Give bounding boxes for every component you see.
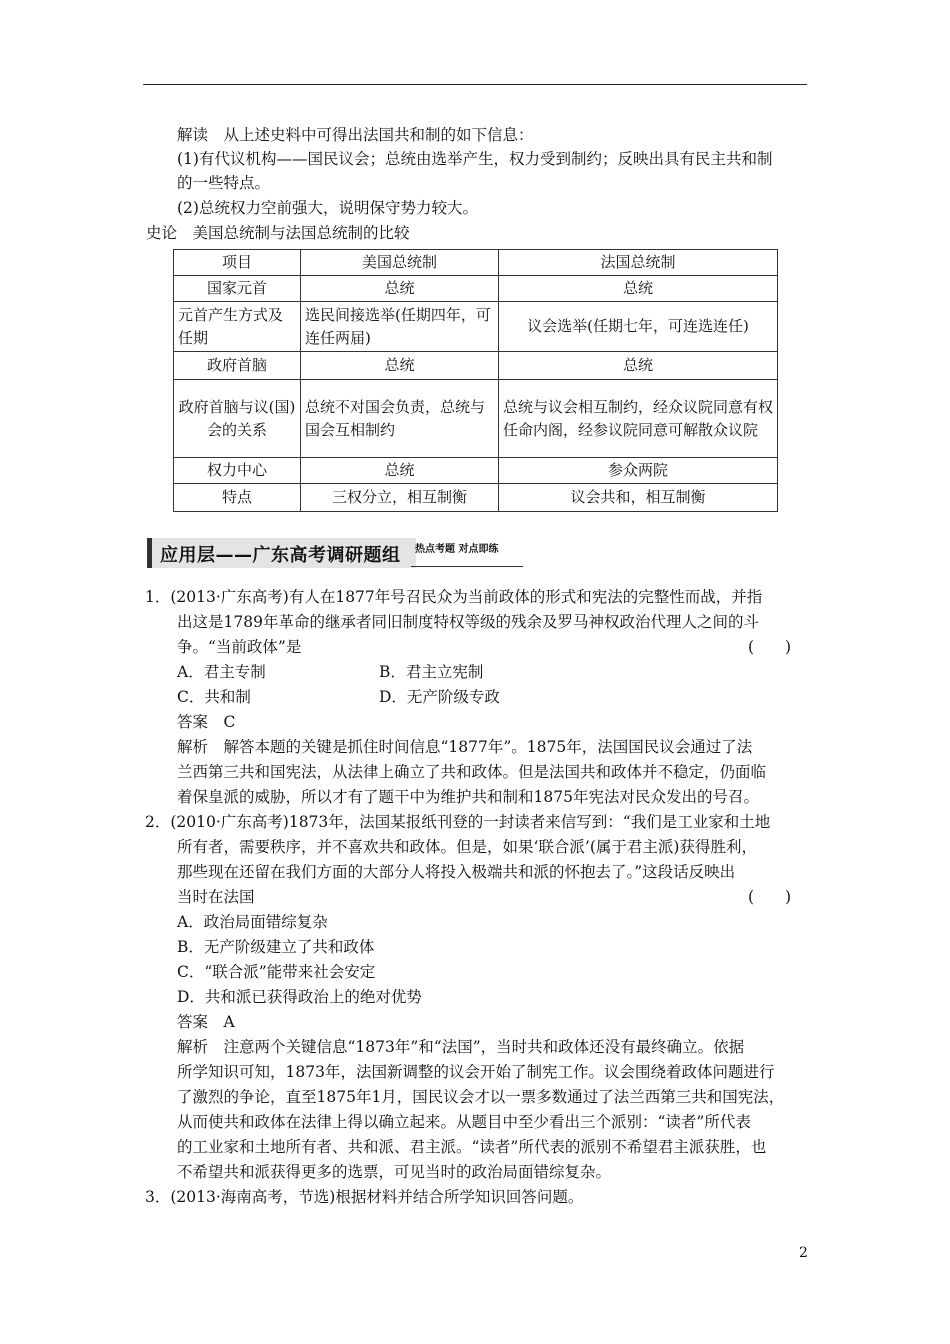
interpretation-point-2: (2)总统权力空前强大，说明保守势力较大。 [177,199,478,217]
answer-blank: ( ) [748,888,792,906]
answer: 答案 A [177,1013,235,1031]
option-a: A．君主专制 [177,663,266,681]
table-cell-us: 总统 [301,352,499,380]
table-header-row [174,250,778,276]
table-cell-fr: 总统与议会相互制约，经众议院同意有权任命内阁，经参议院同意可解散众议院 [499,380,778,458]
table-cell-item: 元首产生方式及任期 [174,302,301,352]
option-b: B．无产阶级建立了共和政体 [177,938,375,956]
question-2-stem-end: 当时在法国 [177,888,255,906]
table-header-cell: 法国总统制 [499,250,778,276]
comparison-table [173,249,778,512]
table-cell-fr: 总统 [499,276,778,302]
table-cell-item: 权力中心 [174,458,301,484]
interpretation-point-1: (1)有代议机构——国民议会；总统由选举产生，权力受到制约；反映出具有民主共和制 [177,150,773,168]
question-1-stem-end: 争。“当前政体”是 [177,638,302,656]
table-row [174,458,778,484]
table-cell-item: 政府首脑 [174,352,301,380]
option-a: A．政治局面错综复杂 [177,913,328,931]
table-cell-us: 总统 [301,458,499,484]
explanation-line: 的工业家和土地所有者、共和派、君主派。“读者”所代表的派别不希望君主派获胜，也 [177,1138,767,1156]
header-rule [143,84,807,85]
interpretation-point-1-cont: 的一些特点。 [177,174,271,192]
section-tag: 热点考题 对点即练 [415,544,499,555]
answer-blank: ( ) [748,638,792,656]
table-header-cell: 美国总统制 [301,250,499,276]
interpretation-lead: 解读 从上述史料中可得出法国共和制的如下信息： [177,126,534,144]
question-2-stem-cont: 所有者，需要秩序，并不喜欢共和政体。但是，如果‘联合派’(属于君主派)获得胜利， [177,838,757,856]
section-underline [411,566,523,567]
table-cell-fr: 参众两院 [499,458,778,484]
option-c: C．“联合派”能带来社会安定 [177,963,376,981]
question-2-stem: 2．(2010·广东高考)1873年，法国某报纸刊登的一封读者来信写到：“我们是工业家和土地 [145,813,771,831]
section-header [147,538,416,568]
section-title: 应用层——广东高考调研题组 [160,545,401,566]
table-cell-fr: 议会选举(任期七年，可连选连任) [499,302,778,352]
table-row [174,302,778,352]
table-cell-item: 政府首脑与议(国)会的关系 [174,380,301,458]
comparison-heading: 史论 美国总统制与法国总统制的比较 [146,224,410,242]
question-1-stem: 1．(2013·广东高考)有人在1877年号召民众为当前政体的形式和宪法的完整性而战，并指 [145,588,763,606]
table-row [174,352,778,380]
option-c: C．共和制 [177,688,251,706]
table-row [174,276,778,302]
explanation-line: 兰西第三共和国宪法，从法律上确立了共和政体。但是法国共和政体并不稳定，仍面临 [177,763,767,781]
explanation-line: 着保皇派的威胁，所以才有了题干中为维护共和制和1875年宪法对民众发出的号召。 [177,788,759,806]
question-2-stem-cont: 那些现在还留在我们方面的大部分人将投入极端共和派的怀抱去了。”这段话反映出 [177,863,736,881]
explanation-line: 了激烈的争论，直至1875年1月，国民议会才以一票多数通过了法兰西第三共和国宪法， [177,1088,785,1106]
table-row [174,380,778,458]
table-row [174,484,778,512]
table-cell-item: 国家元首 [174,276,301,302]
option-d: D．共和派已获得政治上的绝对优势 [177,988,422,1006]
table-header-cell: 项目 [174,250,301,276]
table-cell-us: 选民间接选举(任期四年，可连任两届) [301,302,499,352]
table-cell-us: 三权分立，相互制衡 [301,484,499,512]
option-b: B．君主立宪制 [379,663,484,681]
table-cell-us: 总统不对国会负责，总统与国会互相制约 [301,380,499,458]
option-d: D．无产阶级专政 [379,688,500,706]
explanation-line: 解析 注意两个关键信息“1873年”和“法国”，当时共和政体还没有最终确立。依据 [177,1038,745,1056]
explanation-line: 所学知识可知，1873年，法国新调整的议会开始了制宪工作。议会围绕着政体问题进行 [177,1063,775,1081]
table-cell-item: 特点 [174,484,301,512]
table-cell-fr: 议会共和，相互制衡 [499,484,778,512]
question-3-stem: 3．(2013·海南高考，节选)根据材料并结合所学知识回答问题。 [145,1188,584,1206]
explanation-line: 从而使共和政体在法律上得以确立起来。从题目中至少看出三个派别：“读者”所代表 [177,1113,751,1131]
table-cell-fr: 总统 [499,352,778,380]
explanation-line: 不希望共和派获得更多的选票，可见当时的政治局面错综复杂。 [177,1163,612,1181]
answer: 答案 C [177,713,236,731]
explanation-line: 解析 解答本题的关键是抓住时间信息“1877年”。1875年，法国国民议会通过了法 [177,738,753,756]
table-cell-us: 总统 [301,276,499,302]
question-1-stem-cont: 出这是1789年革命的继承者同旧制度特权等级的残余及罗马神权政治代理人之间的斗 [177,613,759,631]
page-number: 2 [799,1245,808,1261]
